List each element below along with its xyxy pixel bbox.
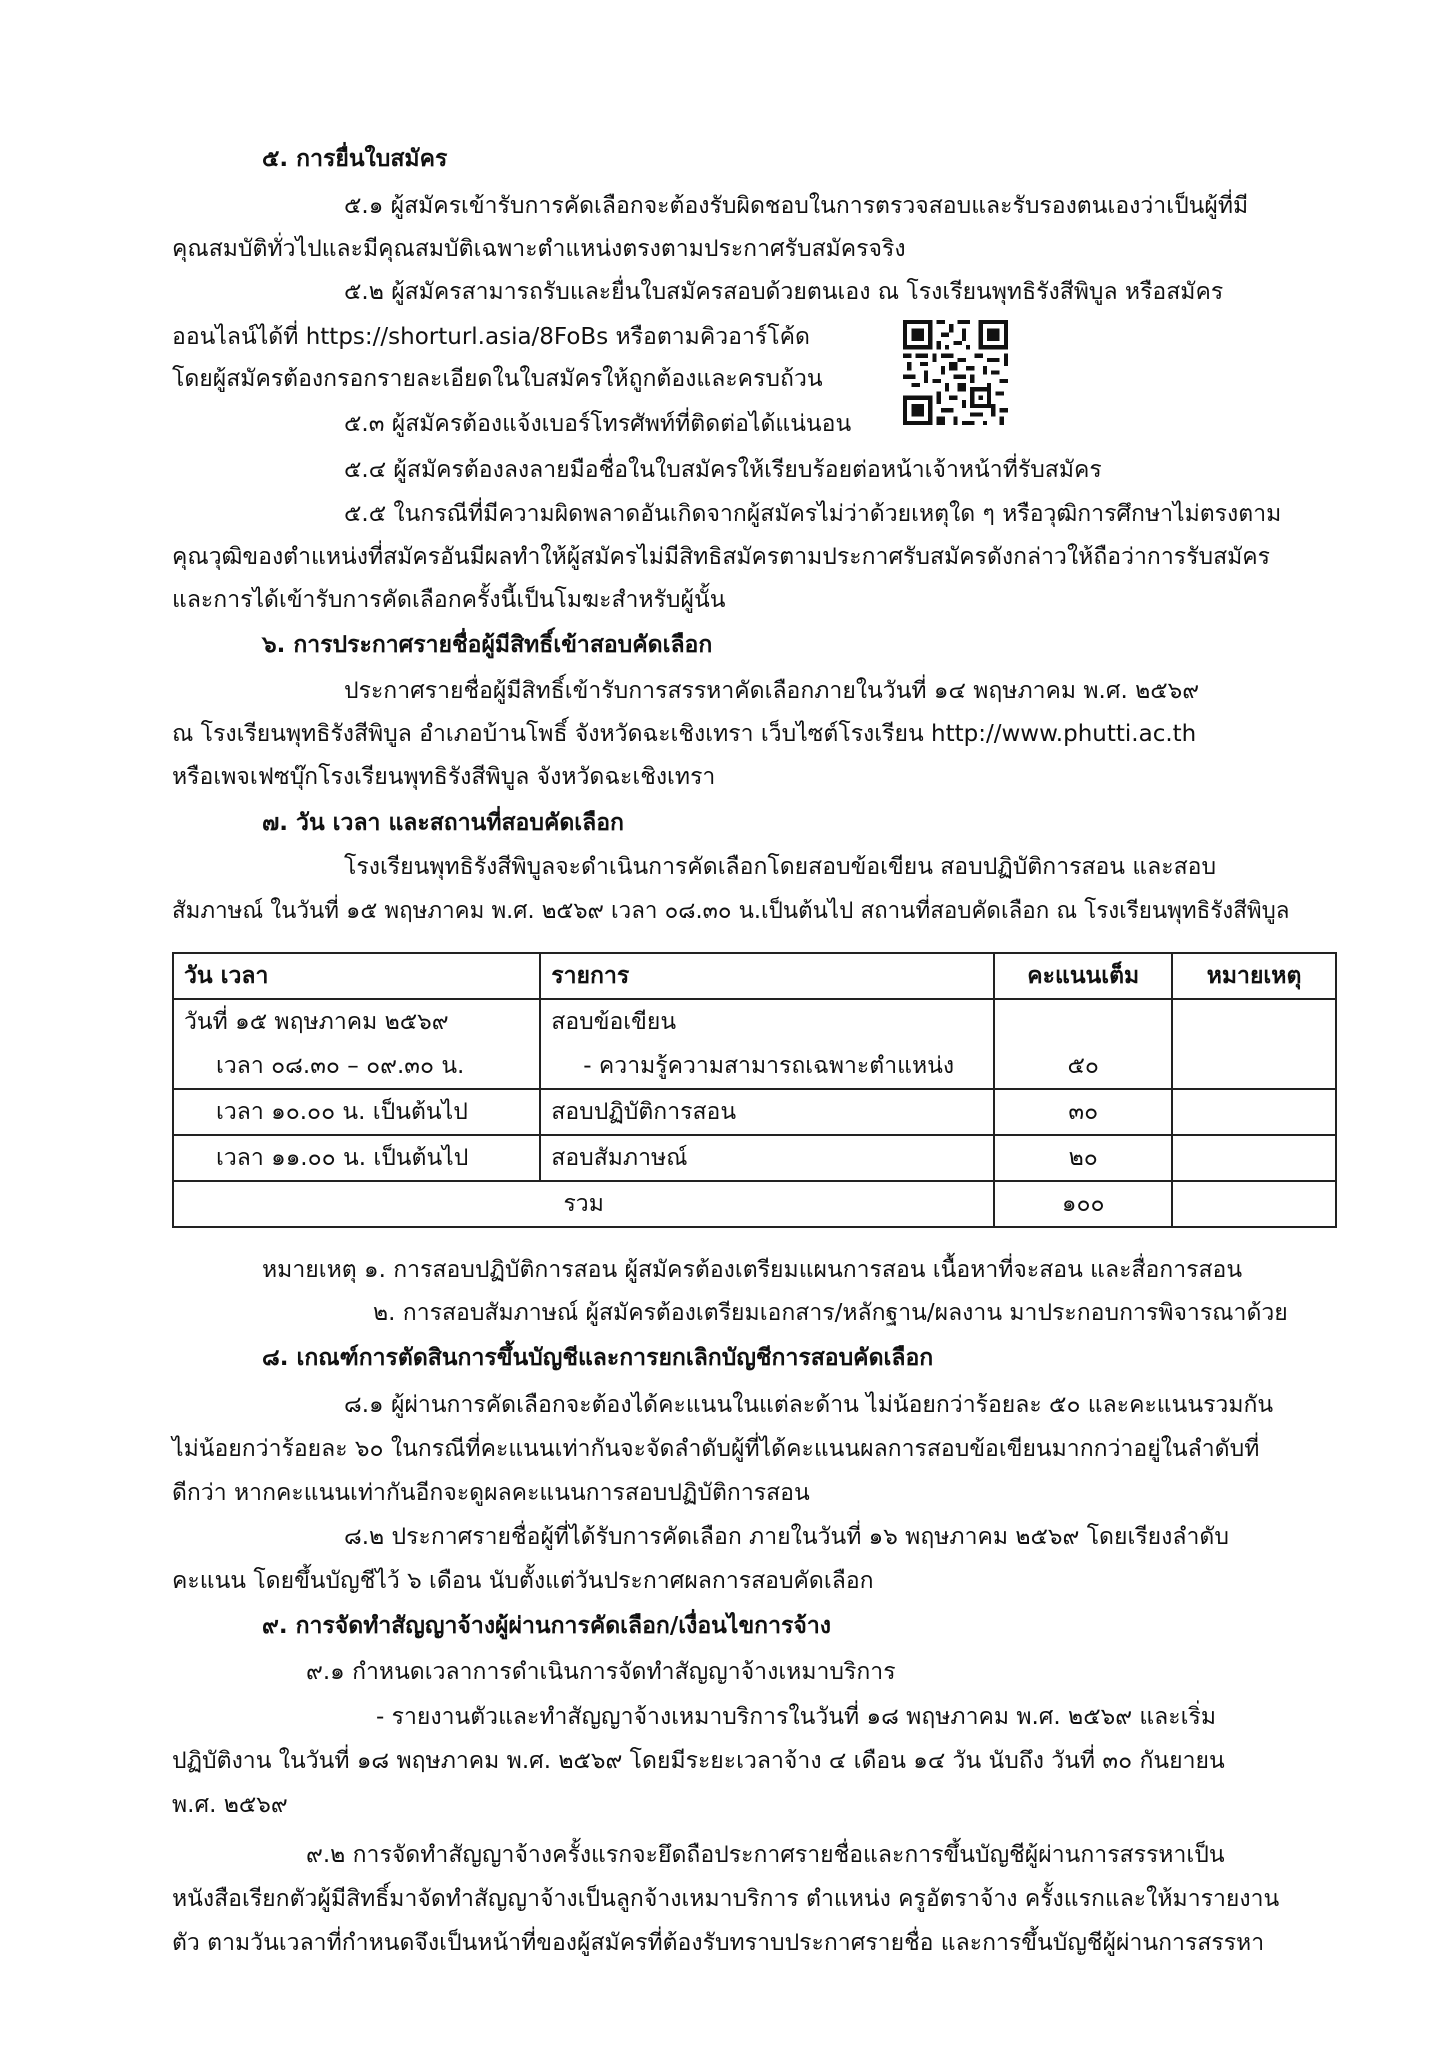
- cell-teaching-exam: สอบปฏิบัติการสอน: [540, 1089, 994, 1135]
- section-6-line-1: ประกาศรายชื่อผู้มีสิทธิ์เข้ารับการสรรหาคัดเลือกภายในวันที่ ๑๔ พฤษภาคม พ.ศ. ๒๕๖๙: [344, 678, 1200, 704]
- section-7-line-1: โรงเรียนพุทธิรังสีพิบูลจะดำเนินการคัดเลือกโดยสอบข้อเขียน สอบปฏิบัติการสอน และสอบ: [344, 854, 1217, 880]
- note-line-1: หมายเหตุ ๑. การสอบปฏิบัติการสอน ผู้สมัครต้องเตรียมแผนการสอน เนื้อหาที่จะสอน และสื่อการสอน: [262, 1257, 1243, 1283]
- qr-code-image: [903, 320, 1008, 425]
- header-date-time: วัน เวลา: [173, 953, 540, 999]
- header-remark: หมายเหตุ: [1172, 953, 1336, 999]
- cell-date: วันที่ ๑๕ พฤษภาคม ๒๕๖๙: [173, 999, 540, 1044]
- table-header-row: [173, 953, 1336, 999]
- section-9-2-line-2: หนังสือเรียกตัวผู้มีสิทธิ์มาจัดทำสัญญาจ้างเป็นลูกจ้างเหมาบริการ ตำแหน่ง ครูอัตราจ้าง ครั้งแรกและให้มารายงาน: [172, 1886, 1280, 1912]
- exam-schedule-table: [172, 952, 1337, 1228]
- cell-empty: [1172, 1181, 1336, 1227]
- cell-empty: [994, 999, 1172, 1044]
- section-5-1-line-2: คุณสมบัติทั่วไปและมีคุณสมบัติเฉพาะตำแหน่งตรงตามประกาศรับสมัครจริง: [172, 236, 906, 262]
- section-8-heading: ๘. เกณฑ์การตัดสินการขึ้นบัญชีและการยกเลิกบัญชีการสอบคัดเลือก: [262, 1345, 934, 1371]
- section-5-2-line-3: โดยผู้สมัครต้องกรอกรายละเอียดในใบสมัครให้ถูกต้องและครบถ้วน: [172, 366, 823, 392]
- table-row: [173, 1089, 1336, 1135]
- section-5-2-line-1: ๕.๒ ผู้สมัครสามารถรับและยื่นใบสมัครสอบด้วยตนเอง ณ โรงเรียนพุทธิรังสีพิบูล หรือสมัคร: [344, 279, 1224, 305]
- table-row: [173, 999, 1336, 1044]
- section-6-line-2: ณ โรงเรียนพุทธิรังสีพิบูล อำเภอบ้านโพธิ์ จังหวัดฉะเชิงเทรา เว็บไซต์โรงเรียน http://www.phutti.ac.th: [172, 721, 1197, 747]
- table-row: [173, 1044, 1336, 1089]
- section-8-2-line-1: ๘.๒ ประกาศรายชื่อผู้ที่ได้รับการคัดเลือก ภายในวันที่ ๑๖ พฤษภาคม ๒๕๖๙ โดยเรียงลำดับ: [344, 1524, 1229, 1550]
- section-5-4: ๕.๔ ผู้สมัครต้องลงลายมือชื่อในใบสมัครให้เรียบร้อยต่อหน้าเจ้าหน้าที่รับสมัคร: [344, 457, 1102, 483]
- section-5-5-line-1: ๕.๕ ในกรณีที่มีความผิดพลาดอันเกิดจากผู้สมัครไม่ว่าด้วยเหตุใด ๆ หรือวุฒิการศึกษาไม่ตรงตาม: [344, 501, 1282, 527]
- header-full-score: คะแนนเต็ม: [994, 953, 1172, 999]
- cell-interview: สอบสัมภาษณ์: [540, 1135, 994, 1181]
- cell-empty: [1172, 999, 1336, 1044]
- cell-empty: [1172, 1044, 1336, 1089]
- section-5-3: ๕.๓ ผู้สมัครต้องแจ้งเบอร์โทรศัพท์ที่ติดต่อได้แน่นอน: [344, 411, 852, 437]
- cell-empty: [1172, 1089, 1336, 1135]
- cell-time: เวลา ๑๑.๐๐ น. เป็นต้นไป: [173, 1135, 540, 1181]
- section-7-heading: ๗. วัน เวลา และสถานที่สอบคัดเลือก: [262, 810, 624, 836]
- section-9-2-line-1: ๙.๒ การจัดทำสัญญาจ้างครั้งแรกจะยึดถือประกาศรายชื่อและการขึ้นบัญชีผู้ผ่านการสรรหาเป็น: [306, 1842, 1225, 1868]
- section-9-1-item-line-1: - รายงานตัวและทำสัญญาจ้างเหมาบริการในวันที่ ๑๘ พฤษภาคม พ.ศ. ๒๕๖๙ และเริ่ม: [376, 1704, 1217, 1730]
- table-total-row: [173, 1181, 1336, 1227]
- section-5-5-line-3: และการได้เข้ารับการคัดเลือกครั้งนี้เป็นโมฆะสำหรับผู้นั้น: [172, 587, 726, 613]
- section-9-1-item-line-2: ปฏิบัติงาน ในวันที่ ๑๘ พฤษภาคม พ.ศ. ๒๕๖๙ โดยมีระยะเวลาจ้าง ๔ เดือน ๑๔ วัน นับถึง วันที่ ๓๐ กันยายน: [172, 1748, 1225, 1774]
- cell-score: ๒๐: [994, 1135, 1172, 1181]
- section-8-1-line-2: ไม่น้อยกว่าร้อยละ ๖๐ ในกรณีที่คะแนนเท่ากันจะจัดลำดับผู้ที่ได้คะแนนผลการสอบข้อเขียนมากกว่าอยู่ในลำดับที่: [172, 1436, 1260, 1462]
- section-9-2-line-3: ตัว ตามวันเวลาที่กำหนดจึงเป็นหน้าที่ของผู้สมัครที่ต้องรับทราบประกาศรายชื่อ และการขึ้นบัญชีผู้ผ่านการสรรหา: [172, 1930, 1265, 1956]
- cell-time: เวลา ๑๐.๐๐ น. เป็นต้นไป: [173, 1089, 540, 1135]
- cell-total-value: ๑๐๐: [994, 1181, 1172, 1227]
- cell-knowledge: - ความรู้ความสามารถเฉพาะตำแหน่ง: [540, 1044, 994, 1089]
- section-5-2-line-2: ออนไลน์ได้ที่ https://shorturl.asia/8FoBs หรือตามคิวอาร์โค้ด: [172, 324, 810, 350]
- cell-empty: [1172, 1135, 1336, 1181]
- section-9-1-item-line-3: พ.ศ. ๒๕๖๙: [172, 1792, 288, 1818]
- section-6-heading: ๖. การประกาศรายชื่อผู้มีสิทธิ์เข้าสอบคัดเลือก: [262, 632, 713, 658]
- table-row: [173, 1135, 1336, 1181]
- cell-total-label: รวม: [173, 1181, 994, 1227]
- cell-time: เวลา ๐๘.๓๐ – ๐๙.๓๐ น.: [173, 1044, 540, 1089]
- section-5-1-line-1: ๕.๑ ผู้สมัครเข้ารับการคัดเลือกจะต้องรับผิดชอบในการตรวจสอบและรับรองตนเองว่าเป็นผู้ที่มี: [344, 193, 1249, 219]
- cell-score: ๓๐: [994, 1089, 1172, 1135]
- note-line-2: ๒. การสอบสัมภาษณ์ ผู้สมัครต้องเตรียมเอกสาร/หลักฐาน/ผลงาน มาประกอบการพิจารณาด้วย: [373, 1300, 1288, 1326]
- section-5-heading: ๕. การยื่นใบสมัคร: [262, 146, 448, 172]
- section-6-line-3: หรือเพจเฟซบุ๊กโรงเรียนพุทธิรังสีพิบูล จังหวัดฉะเชิงเทรา: [172, 764, 716, 790]
- section-8-2-line-2: คะแนน โดยขึ้นบัญชีไว้ ๖ เดือน นับตั้งแต่วันประกาศผลการสอบคัดเลือก: [172, 1568, 874, 1594]
- section-9-1: ๙.๑ กำหนดเวลาการดำเนินการจัดทำสัญญาจ้างเหมาบริการ: [306, 1659, 896, 1685]
- header-item: รายการ: [540, 953, 994, 999]
- section-9-heading: ๙. การจัดทำสัญญาจ้างผู้ผ่านการคัดเลือก/เงื่อนไขการจ้าง: [262, 1613, 831, 1639]
- cell-written-exam: สอบข้อเขียน: [540, 999, 994, 1044]
- cell-score: ๕๐: [994, 1044, 1172, 1089]
- section-8-1-line-1: ๘.๑ ผู้ผ่านการคัดเลือกจะต้องได้คะแนนในแต่ละด้าน ไม่น้อยกว่าร้อยละ ๕๐ และคะแนนรวมกัน: [344, 1392, 1274, 1418]
- section-7-line-2: สัมภาษณ์ ในวันที่ ๑๕ พฤษภาคม พ.ศ. ๒๕๖๙ เวลา ๐๘.๓๐ น.เป็นต้นไป สถานที่สอบคัดเลือก ณ โรงเรียนพุทธิรังสีพิบูล: [172, 898, 1290, 924]
- section-5-5-line-2: คุณวุฒิของตำแหน่งที่สมัครอันมีผลทำให้ผู้สมัครไม่มีสิทธิสมัครตามประกาศรับสมัครดังกล่าวให้ถือว่าการรับสมัคร: [172, 544, 1271, 570]
- section-8-1-line-3: ดีกว่า หากคะแนนเท่ากันอีกจะดูผลคะแนนการสอบปฏิบัติการสอน: [172, 1480, 810, 1506]
